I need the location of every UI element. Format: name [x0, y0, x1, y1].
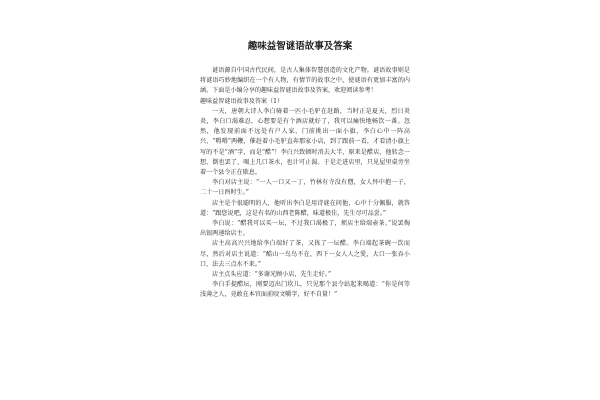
intro-paragraph: 谜语源自中国古代民间，是古人集体智慧创造的文化产物。谜语故事则是将谜语巧妙地编织在一个有人物，有情节的故事之中，使谜语有更加丰富的内涵。下面是小编分享的趣味益智谜语故事及答案，欢迎阅读参考！	[200, 67, 410, 95]
story-paragraph-2: 李白对店主说：“一人一口又一丁，竹林有寺没有僧，女人怀中抱一子，二十一日酉时生。”	[200, 179, 410, 197]
section-heading: 趣味益智谜语故事及答案（1）	[200, 97, 284, 105]
story-paragraph-7: 李白手提醋坛，刚要迈出门坎儿，只见那个县令站起来喝道：“你是何等浅薄之人，竟敢在本官面前咬文嚼字，好不自量！”	[200, 281, 410, 299]
story-paragraph-1: 一天，唐朝大诗人李白骑着一匹小毛驴在赶路，当时正是夏天，烈日炎炎，李白口渴难忍，心想要是有个酒店就好了，我可以痛快地畅饮一番。忽然，他发现前面不远处有户人家，门前挑出一面小旗，李白心中一阵高兴，“嘚嘚”两鞭，催赶着小毛驴直奔那家小店，到了跟前一看，才看清小旗上写的不是“酒”字，而是“醋”！李白兴致顿时消去大半，原来是醋店，他转念一想，倒也罢了，喝上几口茶水，也计可止渴。于是走进店里，只见屋里桌旁坐着一个县令正在歇息。	[200, 107, 410, 177]
story-paragraph-5: 店主高高兴兴地给李白端好了茶，又拣了一坛醋。李白端起茶碗一饮而尽，然后对店主说道：“酷山一鸟鸟不在，西下一女人人之愛，大口一张吞小口，法去三点水不来。”	[200, 240, 410, 268]
story-paragraph-3: 店主是个很聪明的人，他听出李白是用诗谜在问他，心中十分佩服，就答道：“跟您说吧，这是有名的山西老陈醋，味道极佳，先生尽可品尝。”	[200, 199, 410, 217]
page-title: 趣味益智谜语故事及答案	[247, 41, 353, 52]
story-paragraph-4: 李白说：“醋我可以买一坛，不过我口渴极了，烦店主给端壶茶。”说罢掏出银两递给店主。	[200, 220, 410, 238]
story-paragraph-6: 店主点头应道：“多谢光顾小店，先生走好。”	[212, 271, 331, 279]
document-body	[200, 66, 410, 301]
